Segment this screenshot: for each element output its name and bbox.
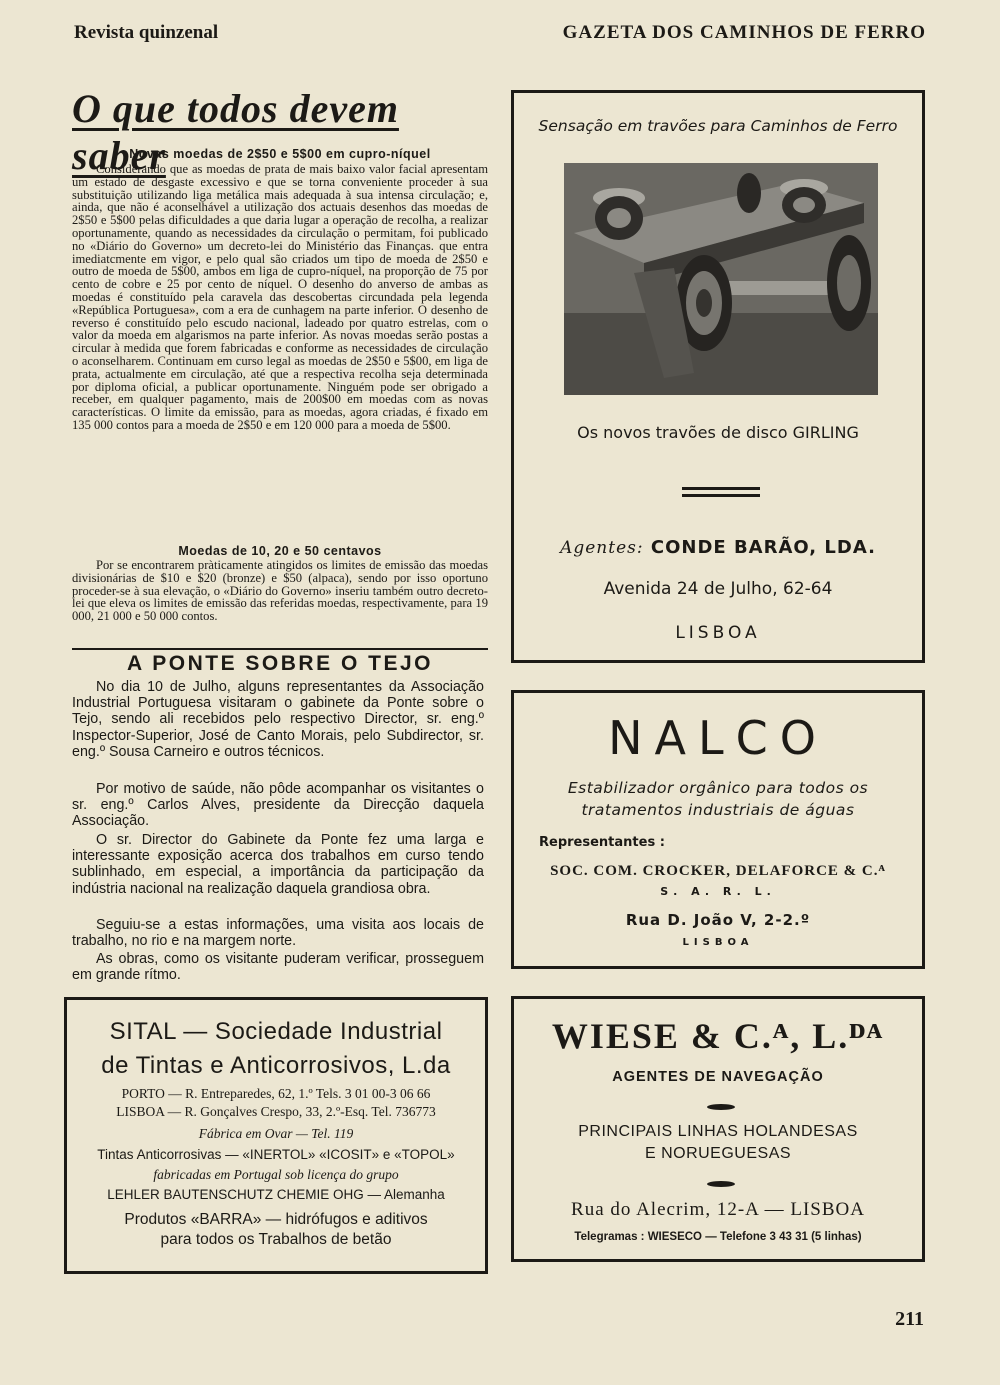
ponte-paragraph-5: As obras, como os visitante puderam verificar, prosseguem em grande rítmo. — [72, 951, 484, 984]
lens-ornament-icon — [707, 1104, 735, 1110]
sital-factory: Fábrica em Ovar — Tel. 119 — [198, 1126, 354, 1141]
double-rule-top — [682, 487, 760, 490]
nalco-company: SOC. COM. CROCKER, DELAFORCE & C.ᴬ — [550, 863, 886, 879]
nalco-address: Rua D. João V, 2-2.º — [625, 911, 811, 929]
ponte-paragraph-3: O sr. Director do Gabinete da Ponte fez uma larga e interessante exposição acerca dos trabalhos em curso tendo sublinhado, em especial, a importância da participação da indústria nacional na realização daquela grandiosa obra. — [72, 832, 484, 897]
nalco-tagline-line-2: tratamentos industriais de águas — [581, 801, 855, 819]
page-number: 211 — [895, 1308, 924, 1330]
sital-advertisement — [64, 997, 488, 1274]
girling-advertisement — [511, 90, 925, 663]
nalco-city: LISBOA — [682, 937, 754, 948]
girling-agent — [514, 537, 922, 558]
sital-lisboa-address: LISBOA — R. Gonçalves Crespo, 33, 2.º-Esq. Tel. 736773 — [116, 1104, 436, 1119]
running-header-right: GAZETA DOS CAMINHOS DE FERRO — [562, 22, 926, 43]
ponte-paragraph-2: Por motivo de saúde, não pôde acompanhar os visitantes o sr. eng.º Carlos Alves, presidente da Direcção daquela Associação. — [72, 781, 484, 830]
girling-address: Avenida 24 de Julho, 62-64 — [603, 579, 833, 599]
double-rule-bottom — [682, 494, 760, 497]
nalco-sarl: S. A. R. L. — [660, 885, 776, 898]
nalco-rep-label: Representantes : — [539, 835, 665, 850]
section-divider — [72, 648, 488, 650]
wiese-advertisement — [511, 996, 925, 1262]
nalco-advertisement — [511, 690, 925, 969]
wiese-address: Rua do Alecrim, 12-A — LISBOA — [571, 1199, 865, 1220]
nalco-tagline — [514, 777, 922, 821]
sital-licensor: LEHLER BAUTENSCHUTZ CHEMIE OHG — Alemanha — [107, 1187, 445, 1202]
article-paragraph-coins: Considerando que as moedas de prata de mais baixo valor facial apresentam um estado de desgaste excessivo e que se torna conveniente proceder à sua substituição utilizando liga metálica mais adequada à sua intensa circulação; e, ainda, que não é aconselhável a utilização dos actuais desenhos das moedas de 2$50 e 5$00 pelas dificuldades a que daria lugar a operação de recolha, a realizar oportunamente, quando as necessidades da circulação o permitam, foi publicado no «Diário do Governo» um decreto-lei do Ministério das Finanças. que entra imediatcmente em vigor, e pelo qual são criados um tipo de moeda de 2$50 e outro de moeda de 5$00, ambos em liga de cupro-níquel, na proporção de 75 por cento de cobre e 25 por cento de níquel. O desenho do anverso de ambas as moedas é constituído pela caravela das descobertas circundada pela legenda «República Portuguesa», com a era de cunhagem na parte inferior. O desenho de reverso é constituído pelo escudo nacional, ladeado por quatro estrelas, com o valor da moeda em algarismos na parte inferior. As novas moedas serão postas a circular à medida que forem fabricadas e conforme as necessidades de circulação o aconselharem. Continuam em curso legal as moedas de 2$50 e 5$00, em liga de prata, actualmente em circulação, até que a respectiva recolha seja determinada por diploma oficial, a publicar oportunamente. Ninguém pode ser obrigado a receber, em qualquer pagamento, mais de 200$00 em moedas com as novas características. O limite da emissão, para as moedas, agora criadas, é fixado em 135 000 contos para a moeda de 2$50 e em 120 000 para a moeda de 5$00. — [72, 162, 488, 432]
wiese-agents: AGENTES DE NAVEGAÇÃO — [612, 1069, 824, 1085]
wiese-lines-2: E NORUEGUESAS — [644, 1145, 792, 1162]
girling-heading: Sensação em travões para Caminhos de Ferro — [538, 117, 898, 135]
article-paragraph-centavos: Por se encontrarem pràticamente atingidos os limites de emissão das moedas divisionárias de $10 e $20 (bronze) e $50 (alpaca), sendo por isso oportuno proceder-se à sua elevação, o «Diário do Governo» inseriu também outro decreto-lei que eleva os limites de emissão das referidas moedas, respectivamente, para 19 000, 21 000 e 50 000 contos. — [72, 558, 488, 624]
article-subheading-centavos: Moedas de 10, 20 e 50 centavos — [178, 544, 382, 558]
girling-caption: Os novos travões de disco GIRLING — [577, 423, 859, 442]
wiese-lines-1: PRINCIPAIS LINHAS HOLANDESAS — [578, 1123, 858, 1140]
wiese-name: WIESE & C.ᴬ, L.ᴰᴬ — [551, 1016, 885, 1056]
wiese-telegrams: Telegramas : WIESECO — Telefone 3 43 31 (5 linhas) — [574, 1231, 862, 1243]
disc-brake-photo — [564, 163, 878, 395]
nalco-name: NALCO — [608, 711, 828, 765]
sital-porto-address: PORTO — R. Entreparedes, 62, 1.º Tels. 3 01 00-3 06 66 — [121, 1086, 431, 1101]
girling-city: LISBOA — [675, 623, 761, 643]
sital-products: Tintas Anticorrosivas — «INERTOL» «ICOSIT» e «TOPOL» — [97, 1147, 455, 1162]
sital-name-line-1: SITAL — Sociedade Industrial — [109, 1018, 443, 1045]
ponte-paragraph-4: Seguiu-se a estas informações, uma visita aos locais de trabalho, no rio e na margem norte. — [72, 917, 484, 950]
lens-ornament-icon — [707, 1181, 735, 1187]
sital-licence: fabricadas em Portugal sob licença do grupo — [153, 1167, 399, 1182]
running-header-left: Revista quinzenal — [74, 22, 219, 43]
girling-agent-name: CONDE BARÃO, LDA. — [650, 537, 876, 558]
ponte-paragraph-1: No dia 10 de Julho, alguns representantes da Associação Industrial Portuguesa visitaram o gabinete da Ponte sobre o Tejo, sendo ali recebidos pelo respectivo Director, sr. eng.º Inspector-Superior, José de Canto Morais, pelo Subdirector, sr. eng.º Sousa Carneiro e outros técnicos. — [72, 679, 484, 760]
section-title: O que todos devem saber — [72, 86, 399, 178]
sital-barra-line-1: Produtos «BARRA» — hidrófugos e aditivos — [124, 1211, 428, 1228]
sital-barra-line-2: para todos os Trabalhos de betão — [160, 1231, 392, 1248]
nalco-tagline-line-1: Estabilizador orgânico para todos os — [567, 779, 869, 797]
girling-agent-label: Agentes: — [560, 538, 644, 558]
ponte-title: A PONTE SOBRE O TEJO — [127, 652, 433, 675]
sital-name-line-2: de Tintas e Anticorrosivos, L.da — [101, 1052, 451, 1079]
article-subheading-coins: Novas moedas de 2$50 e 5$00 em cupro-níquel — [129, 147, 431, 161]
